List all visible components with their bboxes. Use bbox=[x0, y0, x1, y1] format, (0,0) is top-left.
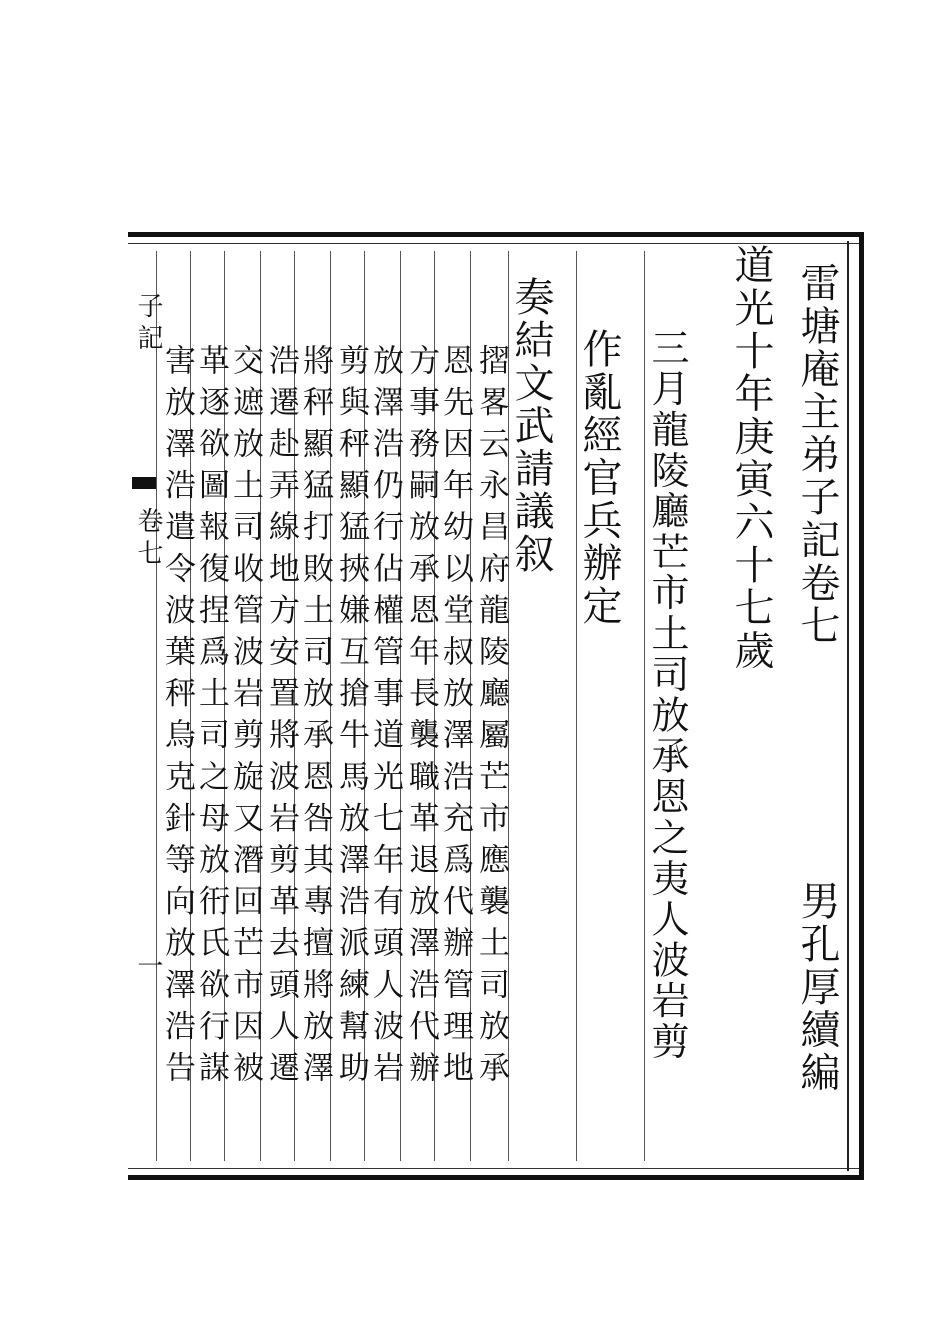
book-title: 雷塘庵主弟子記卷七 bbox=[794, 262, 840, 648]
year-heading: 道光十年庚寅六十七歲 bbox=[728, 244, 774, 672]
text-column: 剪與秤顯猛挾嫌互搶牛馬放澤浩派練幫助 bbox=[333, 344, 369, 1093]
text-column: 放澤浩仍行佔權管事道光七年有頭人波岩 bbox=[367, 344, 403, 1093]
text-column: 浩遷赴弄線地方安置將波岩剪革去頭人遷 bbox=[263, 344, 299, 1093]
text-column: 作亂經官兵辦定 bbox=[576, 328, 622, 628]
text-column: 恩先因年幼以堂叔放澤浩充爲代辦管理地 bbox=[437, 344, 473, 1093]
text-column: 將秤顯猛打敗土司放承恩咎其專擅將放澤 bbox=[297, 344, 333, 1093]
text-column: 害放澤浩遣令波葉秤烏克針等向放澤浩告 bbox=[159, 344, 195, 1093]
fold-margin bbox=[130, 232, 163, 1180]
text-column: 摺畧云永昌府龍陵廳屬芒市應襲土司放承 bbox=[473, 344, 509, 1093]
text-column: 三月龍陵廳芒市土司放承恩之夷人波岩剪 bbox=[645, 328, 689, 1063]
margin-volume: 卷七 bbox=[133, 507, 163, 571]
fish-tail-mark bbox=[132, 477, 156, 489]
margin-title-fragment: 子記 bbox=[133, 292, 163, 356]
frame-bottom-rule bbox=[128, 1168, 859, 1169]
text-column: 方事務嗣放承恩年長襲職革退放澤浩代辦 bbox=[403, 344, 439, 1093]
text-column: 奏結文武請議叙 bbox=[508, 276, 554, 576]
text-column: 交遮放土司收管波岩剪旋又潛回芒市因被 bbox=[227, 344, 263, 1093]
text-column: 革逐欲圖報復捏爲土司之母放衎氏欲行謀 bbox=[193, 344, 229, 1093]
margin-page-number: 一 bbox=[133, 952, 163, 978]
compiler-credit: 男孔厚續編 bbox=[794, 880, 840, 1094]
